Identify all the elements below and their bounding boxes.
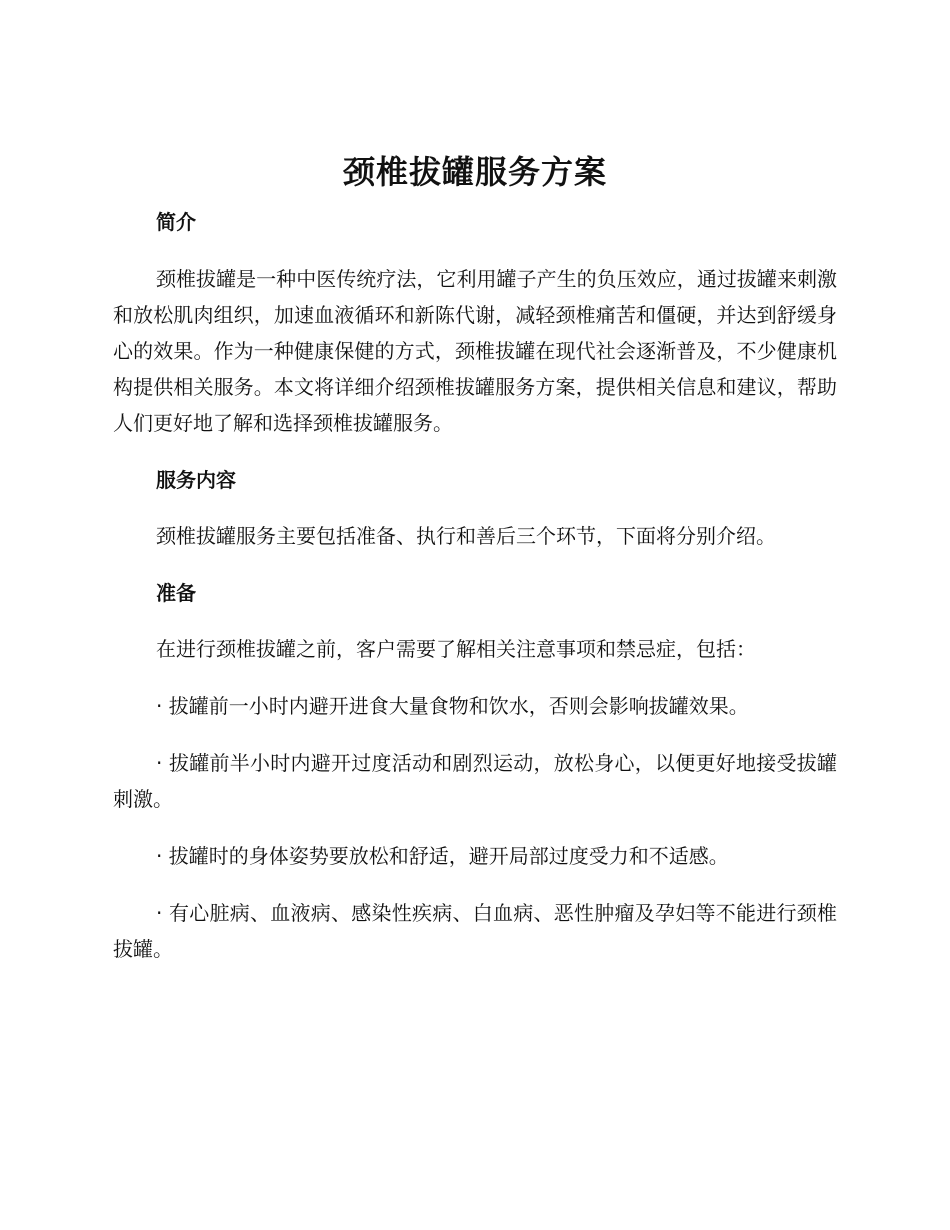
preparation-item: · 有心脏病、血液病、感染性疾病、白血病、恶性肿瘤及孕妇等不能进行颈椎拔罐。 [113,901,837,961]
preparation-item: · 拔罐时的身体姿势要放松和舒适，避开局部过度受力和不适感。 [156,844,729,868]
preparation-item: · 拔罐前半小时内避开过度活动和剧烈运动，放松身心，以便更好地接受拔罐刺激。 [113,751,837,811]
section-heading-intro: 简介 [156,210,196,234]
document-body [113,204,837,988]
preparation-item: · 拔罐前一小时内避开进食大量食物和饮水，否则会影响拔罐效果。 [156,694,749,718]
section-heading-service-content: 服务内容 [156,468,236,492]
document-title: 颈椎拔罐服务方案 [342,153,607,191]
intro-paragraph: 颈椎拔罐是一种中医传统疗法，它利用罐子产生的负压效应，通过拔罐来刺激和放松肌肉组织，加速血液循环和新陈代谢，减轻颈椎痛苦和僵硬，并达到舒缓身心的效果。作为一种健康保健的方式，颈椎拔罐在现代社会逐渐普及，不少健康机构提供相关服务。本文将详细介绍颈椎拔罐服务方案，提供相关信息和建议，帮助人们更好地了解和选择颈椎拔罐服务。 [113,267,837,435]
service-content-paragraph: 颈椎拔罐服务主要包括准备、执行和善后三个环节，下面将分别介绍。 [156,524,776,548]
section-heading-preparation: 准备 [156,581,196,605]
preparation-paragraph: 在进行颈椎拔罐之前，客户需要了解相关注意事项和禁忌症，包括： [156,637,756,661]
